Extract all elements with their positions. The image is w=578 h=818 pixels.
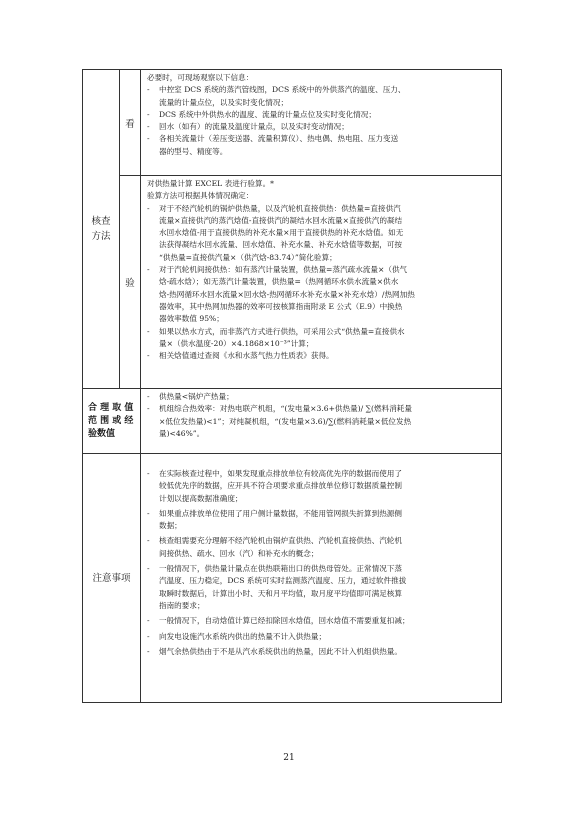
notes-item-line: 一般情况下，自动焓值计算已经扣除回水焓值，回水焓值不需要重复扣减；: [159, 616, 410, 626]
bullet-dash: -: [147, 616, 150, 626]
range-item-line: 供热量<锅炉产热量；: [159, 392, 234, 401]
bullet-dash: -: [147, 508, 150, 518]
calc-item: [147, 203, 497, 264]
calc-intro-1: 对供热量计算 EXCEL 表进行验算。*: [147, 179, 274, 188]
calc-item-line: “供热量=直接供汽量×（供汽焓-83.74）”简化验算；: [159, 252, 337, 262]
look-item-line: 中控室 DCS 系统的蒸汽管线图，DCS 系统中的外供蒸汽的温度、压力、: [159, 85, 406, 95]
bullet-dash: -: [147, 326, 150, 336]
calc-item-line: 器效率，其中热网加热器的效率可按核算指南附录 E 公式（E.9）中换热: [159, 301, 403, 311]
range-content: [141, 389, 502, 454]
bullet-dash: -: [147, 85, 150, 95]
range-item-line: 量)<46%”。: [159, 428, 205, 438]
verification-table: [82, 69, 502, 703]
notes-item-line: 向发电设施汽水系统内供出的热量不计入供热量；: [159, 631, 327, 641]
look-items: [147, 84, 497, 158]
look-item: [147, 133, 497, 158]
look-row: [83, 70, 502, 176]
notes-item: [147, 508, 497, 533]
range-row: [83, 389, 502, 454]
notes-item-line: 数据；: [159, 521, 182, 531]
notes-label-cell: [83, 454, 141, 703]
notes-item-line: 计划以提高数据准确度；: [159, 493, 243, 503]
range-item-line: ×低位发热量)<1”；对纯凝机组，“(发电量×3.6)/∑(燃料消耗量×低位发热: [159, 416, 412, 426]
notes-item-line: 一般情况下，供热量计量点在供热联箱出口的供热母管处。正常情况下蒸: [159, 564, 402, 574]
notes-item: [147, 615, 497, 627]
calc-item: [147, 326, 497, 351]
look-item: [147, 121, 497, 133]
bullet-dash: -: [147, 392, 150, 401]
calc-item-line: 焓-热网循环水回水流量×回水焓-热网循环水补充水量×补充水焓）/热网加热: [159, 289, 415, 299]
notes-content: [141, 454, 502, 703]
look-label: 看: [125, 118, 135, 130]
look-item-line: 器的型号、精度等。: [159, 146, 228, 156]
notes-item: [147, 631, 497, 643]
bullet-dash: -: [147, 109, 150, 119]
calc-item-line: 对于汽轮机间接供热：如有蒸汽计量装置，供热量=蒸汽疏水流量×（供气: [159, 265, 408, 275]
bullet-dash: -: [147, 203, 150, 213]
calc-label: 验: [125, 278, 135, 289]
calc-item-line: 焓-疏水焓）；如无蒸汽计量装置，供热量=（热网循环水供水流量×供水: [159, 277, 399, 287]
notes-item-line: 如果重点排放单位使用了用户侧计量数据，不能用管网损失折算到热源侧: [159, 508, 402, 518]
look-item: [147, 109, 497, 121]
calc-item-line: 对于不经汽轮机的锅炉供热量，以及汽轮机直接供热：供热量=直接供汽: [159, 203, 401, 213]
notes-item: [147, 563, 497, 612]
calc-item: [147, 264, 497, 325]
calc-item: [147, 350, 497, 362]
bullet-dash: -: [147, 536, 150, 546]
range-item: [147, 403, 497, 440]
notes-item-line: 在实际核查过程中，如果发现重点排放单位有较高优先序的数据而使用了: [159, 469, 402, 478]
notes-item-line: 较低优先序的数据，应开具不符合项要求重点排放单位修订数据质量控制: [159, 481, 402, 491]
method-label: 核查 方法: [91, 216, 111, 242]
bullet-dash: -: [147, 351, 150, 361]
bullet-dash: -: [147, 404, 150, 414]
range-items: [147, 391, 497, 440]
method-label-cell: [83, 70, 120, 389]
look-item: [147, 84, 497, 109]
calc-item-line: 相关焓值通过查阅《水和水蒸气热力性质表》获得。: [159, 351, 334, 361]
notes-item-line: 取瞬时数据后，计算出小时、天和月平均值，取月度平均值即可满足核算: [159, 588, 402, 598]
bullet-dash: -: [147, 469, 150, 478]
look-item-line: 回水（如有）的流量及温度计量点，以及实时变动情况；: [159, 122, 349, 132]
bullet-dash: -: [147, 122, 150, 132]
notes-item-line: 间接供热、疏水、回水（汽）和补充水的概念；: [159, 548, 319, 558]
calc-intro-2: 验算方法可根据具体情况确定：: [147, 191, 254, 201]
bullet-dash: -: [147, 265, 150, 275]
calc-item-line: 器效率数值 95%；: [159, 314, 224, 324]
calc-items: [147, 203, 497, 363]
bullet-dash: -: [147, 134, 150, 144]
range-label: 合 理 取 值 范 围 或 经 验数值: [88, 402, 134, 439]
calc-item-line: 如果以热水方式，而非蒸汽方式进行供热，可采用公式“供热量=直接供水: [159, 326, 405, 336]
range-item: [147, 391, 497, 403]
look-content: [141, 70, 502, 176]
look-label-cell: [120, 70, 141, 176]
bullet-dash: -: [147, 631, 150, 641]
look-item-line: 各相关流量计（差压变送器、流量积算仪）、热电偶、热电阻、压力变送: [159, 134, 399, 144]
range-label-cell: [83, 389, 141, 454]
notes-item-line: 烟气余热供热由于不是从汽水系统供出的热量，因此不计入机组供热量。: [159, 646, 402, 656]
calc-item-line: 流量×直接供汽的蒸汽焓值-直接供汽的凝结水回水流量×直接供汽的凝结: [159, 215, 403, 225]
calc-item-line: 水回水焓值-用于直接供热的补充水量×用于直接供热的补充水焓值。如无: [159, 228, 404, 238]
bullet-dash: -: [147, 646, 150, 656]
notes-item-line: 核查组需要充分理解不经汽轮机由锅炉直供热、汽轮机直接供热、汽轮机: [159, 536, 402, 546]
notes-items: [147, 468, 497, 658]
bullet-dash: -: [147, 564, 150, 574]
look-item-line: 流量的计量点位，以及实时变化情况；: [159, 97, 289, 107]
notes-label: 注意事项: [92, 572, 131, 584]
notes-item-line: 汽温度、压力稳定，DCS 系统可实时监测蒸汽温度、压力，通过软件推拔: [159, 576, 407, 586]
calc-item-line: 量×（供水温度-20）×4.1868×10⁻³”计算；: [159, 338, 314, 348]
calc-item-line: 法获得凝结水回水流量、回水焓值、补充水量、补充水焓值等数据，可按: [159, 240, 402, 250]
range-item-line: 机组综合热效率：对热电联产机组，“(发电量×3.6+供热量)/ ∑(燃料消耗量: [159, 404, 412, 414]
notes-item: [147, 646, 497, 658]
notes-item-line: 指南的要求；: [159, 600, 205, 610]
calc-label-cell: [120, 176, 141, 389]
notes-item: [147, 468, 497, 505]
notes-row: [83, 454, 502, 703]
look-item-line: DCS 系统中外供热水的温度、流量的计量点位及实时变化情况；: [159, 109, 376, 119]
notes-item: [147, 535, 497, 560]
calc-row: [83, 176, 502, 389]
calc-content: [141, 176, 502, 389]
page-number: 21: [283, 753, 295, 763]
look-intro: 必要时，可现场观察以下信息：: [147, 73, 254, 82]
